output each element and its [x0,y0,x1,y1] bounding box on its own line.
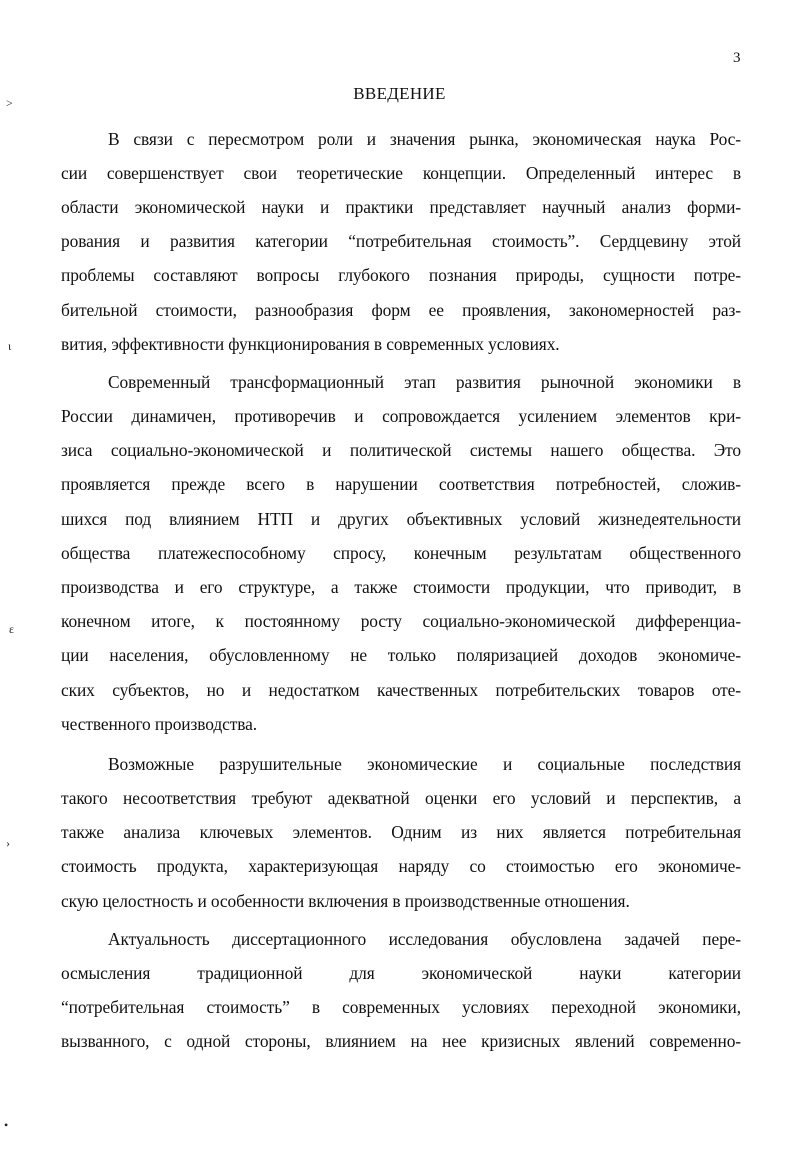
text-line: Современный трансформационный этап развития рыночной экономики в [108,372,741,392]
text-line: зиса социально-экономической и политической системы нашего общества. Это [61,440,741,460]
text-line: шихся под влиянием НТП и других объективных условий жизнедеятельности [61,509,741,529]
text-line: также анализа ключевых элементов. Одним из них является потребительная [61,822,741,842]
text-line: ских субъектов, но и недостатком качественных потребительских товаров оте- [61,680,741,700]
page-title: ВВЕДЕНИЕ [353,84,446,103]
text-line: общества платежеспособному спросу, конечным результатам общественного [61,543,741,563]
text-line: бительной стоимости, разнообразия форм ее проявления, закономерностей раз- [61,300,741,320]
text-line: скую целостность и особенности включения в производственные отношения. [61,891,630,911]
text-line: области экономической науки и практики представляет научный анализ форми- [61,197,741,217]
page-number: 3 [733,50,741,66]
text-line: сии совершенствует свои теоретические концепции. Определенный интерес в [61,163,741,183]
text-line: такого несоответствия требуют адекватной оценки его условий и перспектив, а [61,788,741,808]
text-line: стоимость продукта, характеризующая наряду со стоимостью его экономиче- [61,856,741,876]
margin-mark: • [4,1118,9,1132]
text-line: В связи с пересмотром роли и значения рынка, экономическая наука Рос- [108,129,741,149]
text-line: вития, эффективности функционирования в современных условиях. [61,334,560,354]
text-line: проявляется прежде всего в нарушении соответствия потребностей, сложив- [61,474,741,494]
text-line: конечном итоге, к постоянному росту социально-экономической дифференциа- [61,611,741,631]
margin-mark: ε [9,622,15,636]
text-line: проблемы составляют вопросы глубокого познания природы, сущности потре- [61,265,741,285]
text-line: рования и развития категории “потребительная стоимость”. Сердцевину этой [61,231,741,251]
text-line: чественного производства. [61,714,257,734]
margin-mark: ι [8,339,12,353]
text-line: производства и его структуре, а также стоимости продукции, что приводит, в [61,577,741,597]
text-line: “потребительная стоимость” в современных условиях переходной экономики, [61,997,741,1017]
text-line: осмысления традиционной для экономической науки категории [61,963,741,983]
text-line: Возможные разрушительные экономические и социальные последствия [108,754,741,774]
margin-mark: › [6,836,10,850]
text-line: России динамичен, противоречив и сопровождается усилением элементов кри- [61,406,741,426]
text-line: ции населения, обусловленному не только поляризацией доходов экономиче- [61,645,741,665]
text-line: вызванного, с одной стороны, влиянием на нее кризисных явлений современно- [61,1031,741,1051]
margin-mark: ˃ [6,96,13,110]
text-line: Актуальность диссертационного исследования обусловлена задачей пере- [108,929,741,949]
